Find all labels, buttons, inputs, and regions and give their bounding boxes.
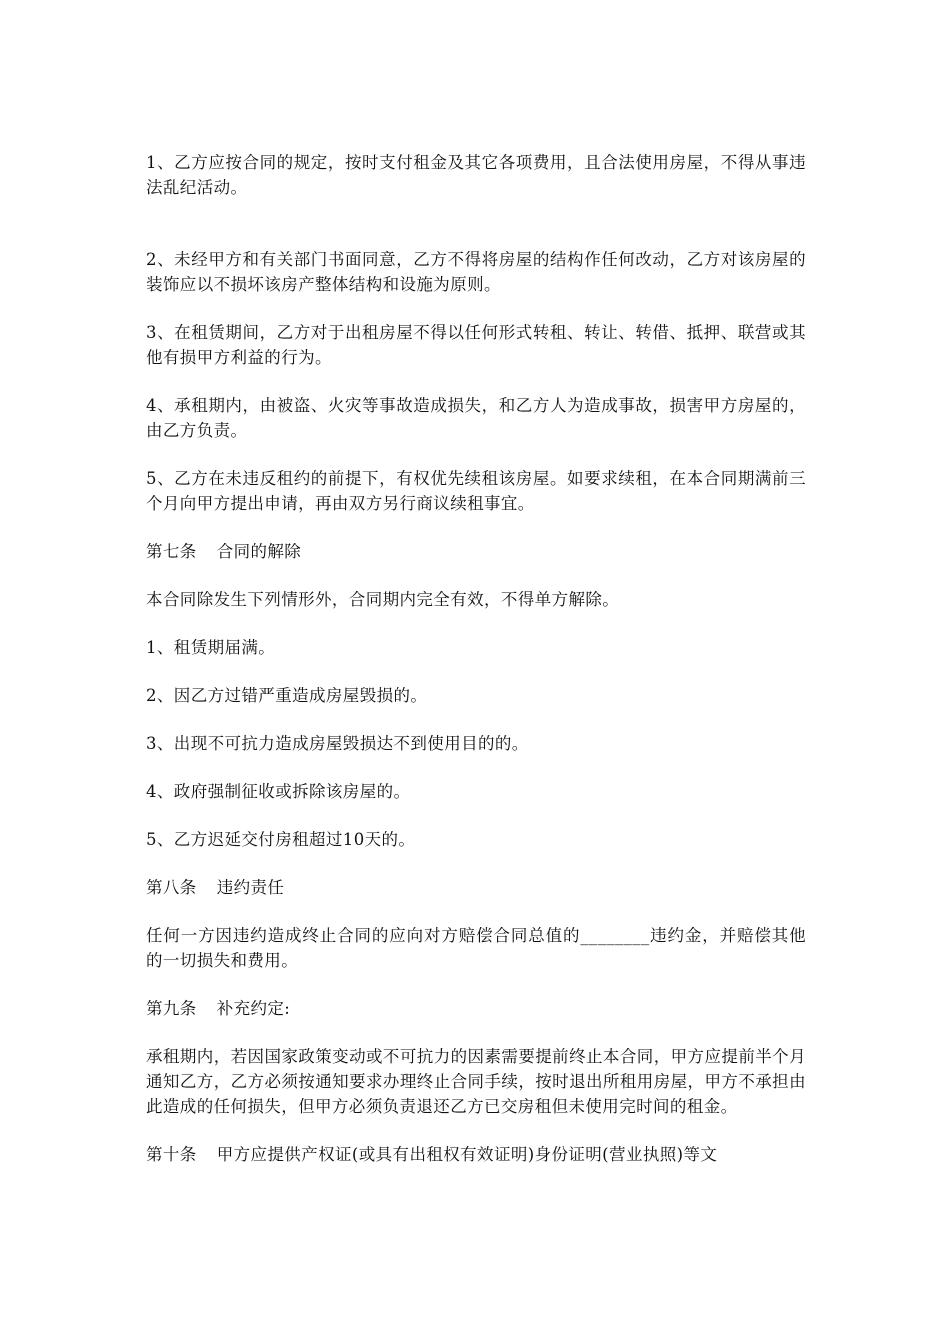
article-7-heading bbox=[146, 539, 806, 564]
article-7-item: 2、因乙方过错严重造成房屋毁损的。 bbox=[146, 686, 428, 705]
article-10-text: 甲方应提供产权证(或具有出租权有效证明)身份证明(营业执照)等文 bbox=[216, 1145, 718, 1164]
clause-5: 5、乙方在未违反租约的前提下，有权优先续租该房屋。如要求续租，在本合同期满前三个月向甲方提出申请，再由双方另行商议续租事宜。 bbox=[146, 469, 806, 513]
article-7-title: 合同的解除 bbox=[216, 542, 302, 561]
article-9-heading bbox=[146, 996, 806, 1021]
article-10-number: 第十条 bbox=[146, 1145, 197, 1164]
article-7-item: 4、政府强制征收或拆除该房屋的。 bbox=[146, 782, 411, 801]
clause-3: 3、在租赁期间，乙方对于出租房屋不得以任何形式转租、转让、转借、抵押、联营或其他有损甲方利益的行为。 bbox=[146, 323, 806, 367]
article-10-heading bbox=[146, 1142, 806, 1167]
clause-4: 4、承租期内，由被盗、火灾等事故造成损失，和乙方人为造成事故，损害甲方房屋的，由乙方负责。 bbox=[146, 396, 806, 440]
article-8-heading bbox=[146, 875, 806, 900]
article-7-item: 1、租赁期届满。 bbox=[146, 638, 276, 657]
article-7-item: 3、出现不可抗力造成房屋毁损达不到使用目的的。 bbox=[146, 734, 529, 753]
article-7-item: 5、乙方迟延交付房租超过10天的。 bbox=[146, 830, 416, 849]
article-8-text: 任何一方因违约造成终止合同的应向对方赔偿合同总值的________违约金，并赔偿其他的一切损失和费用。 bbox=[146, 926, 806, 970]
article-9-number: 第九条 bbox=[146, 999, 197, 1018]
article-7-intro: 本合同除发生下列情形外，合同期内完全有效，不得单方解除。 bbox=[146, 590, 620, 609]
article-7-number: 第七条 bbox=[146, 542, 197, 561]
article-8-number: 第八条 bbox=[146, 878, 197, 897]
article-8-title: 违约责任 bbox=[216, 878, 285, 897]
clause-1: 1、乙方应按合同的规定，按时支付租金及其它各项费用，且合法使用房屋，不得从事违法乱纪活动。 bbox=[146, 153, 806, 197]
article-9-text: 承租期内，若因国家政策变动或不可抗力的因素需要提前终止本合同，甲方应提前半个月通知乙方，乙方必须按通知要求办理终止合同手续，按时退出所租用房屋，甲方不承担由此造成的任何损失，但甲方必须负责退还乙方已交房租但未使用完时间的租金。 bbox=[146, 1047, 806, 1116]
contract-page bbox=[146, 150, 806, 1167]
article-9-title: 补充约定: bbox=[216, 999, 291, 1018]
clause-2: 2、未经甲方和有关部门书面同意，乙方不得将房屋的结构作任何改动，乙方对该房屋的装饰应以不损坏该房产整体结构和设施为原则。 bbox=[146, 250, 806, 294]
